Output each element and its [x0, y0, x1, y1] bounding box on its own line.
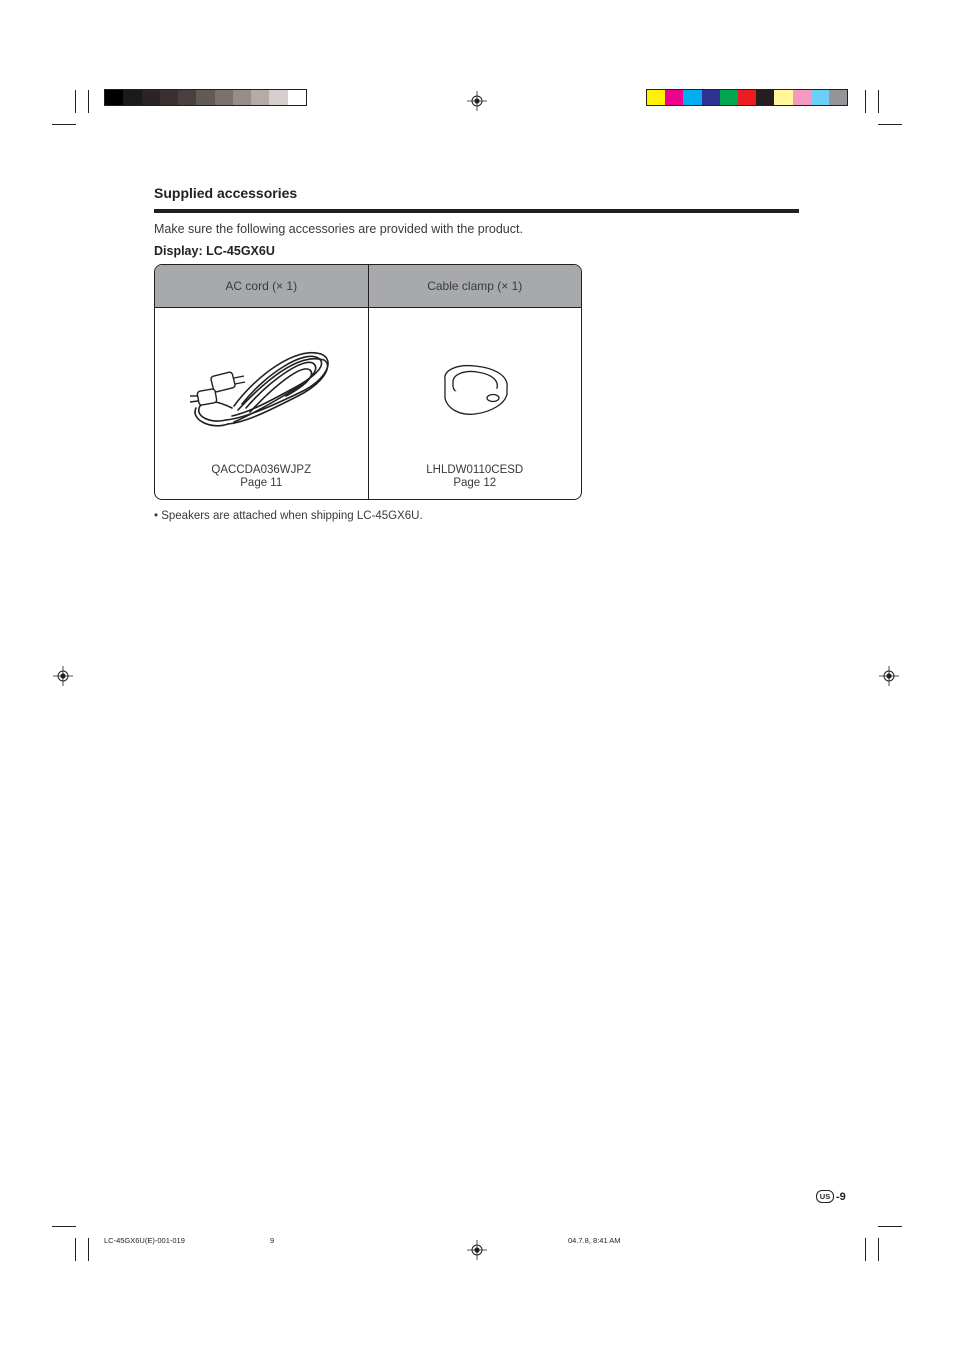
- accessory-page-ref: Page 11: [240, 477, 283, 489]
- color-swatch: [178, 90, 196, 105]
- color-swatch: [774, 90, 792, 105]
- display-subtitle: Display: LC-45GX6U: [154, 244, 275, 258]
- crop-mark: [52, 124, 76, 125]
- color-swatch: [196, 90, 214, 105]
- color-swatch: [683, 90, 701, 105]
- color-swatch: [269, 90, 287, 105]
- page-number: [816, 1190, 846, 1203]
- crop-mark: [88, 1238, 89, 1261]
- accessory-name: AC cord (× 1): [155, 265, 368, 308]
- color-swatch: [251, 90, 269, 105]
- crop-mark: [52, 1226, 76, 1227]
- color-swatch: [811, 90, 829, 105]
- accessory-cell-ac-cord: [155, 265, 368, 499]
- registration-mark-icon: [467, 1240, 487, 1260]
- color-swatch: [233, 90, 251, 105]
- crop-mark: [878, 1226, 902, 1227]
- color-swatch: [720, 90, 738, 105]
- color-swatch: [793, 90, 811, 105]
- intro-text: Make sure the following accessories are provided with the product.: [154, 222, 523, 236]
- accessories-table: [154, 264, 582, 500]
- footer-sheet: 9: [270, 1236, 275, 1245]
- crop-mark: [88, 90, 89, 113]
- color-swatch: [829, 90, 847, 105]
- color-swatch: [702, 90, 720, 105]
- accessory-name: Cable clamp (× 1): [369, 265, 582, 308]
- crop-mark: [865, 90, 866, 113]
- color-swatch: [647, 90, 665, 105]
- crop-mark: [878, 124, 902, 125]
- registration-mark-icon: [467, 91, 487, 111]
- crop-mark: [75, 90, 76, 113]
- crop-mark: [865, 1238, 866, 1261]
- footer-timestamp: 04.7.8, 8:41 AM: [568, 1236, 621, 1245]
- crop-mark: [75, 1238, 76, 1261]
- color-swatch: [215, 90, 233, 105]
- color-swatch: [756, 90, 774, 105]
- color-swatch: [738, 90, 756, 105]
- color-swatch: [142, 90, 160, 105]
- crop-mark: [878, 90, 879, 113]
- grayscale-bar: [104, 89, 307, 106]
- registration-mark-icon: [53, 666, 73, 686]
- color-swatch: [160, 90, 178, 105]
- color-bar: [646, 89, 848, 106]
- color-swatch: [288, 90, 306, 105]
- accessory-code: LHLDW0110CESD: [426, 464, 524, 476]
- us-badge-icon: US: [816, 1190, 834, 1203]
- color-swatch: [665, 90, 683, 105]
- footer-file: LC-45GX6U(E)-001-019: [104, 1236, 185, 1245]
- accessory-page-ref: Page 12: [453, 477, 497, 489]
- color-swatch: [123, 90, 141, 105]
- page-number-value: -9: [836, 1190, 846, 1203]
- registration-mark-icon: [879, 666, 899, 686]
- ac-cord-icon: [186, 346, 336, 430]
- section-rule: [154, 209, 799, 213]
- color-swatch: [105, 90, 123, 105]
- speakers-note: • Speakers are attached when shipping LC-45GX6U.: [154, 510, 423, 522]
- crop-mark: [878, 1238, 879, 1261]
- section-title: Supplied accessories: [154, 185, 298, 201]
- accessory-code: QACCDA036WJPZ: [211, 464, 312, 476]
- accessory-cell-cable-clamp: [368, 265, 582, 499]
- cable-clamp-icon: [435, 358, 515, 422]
